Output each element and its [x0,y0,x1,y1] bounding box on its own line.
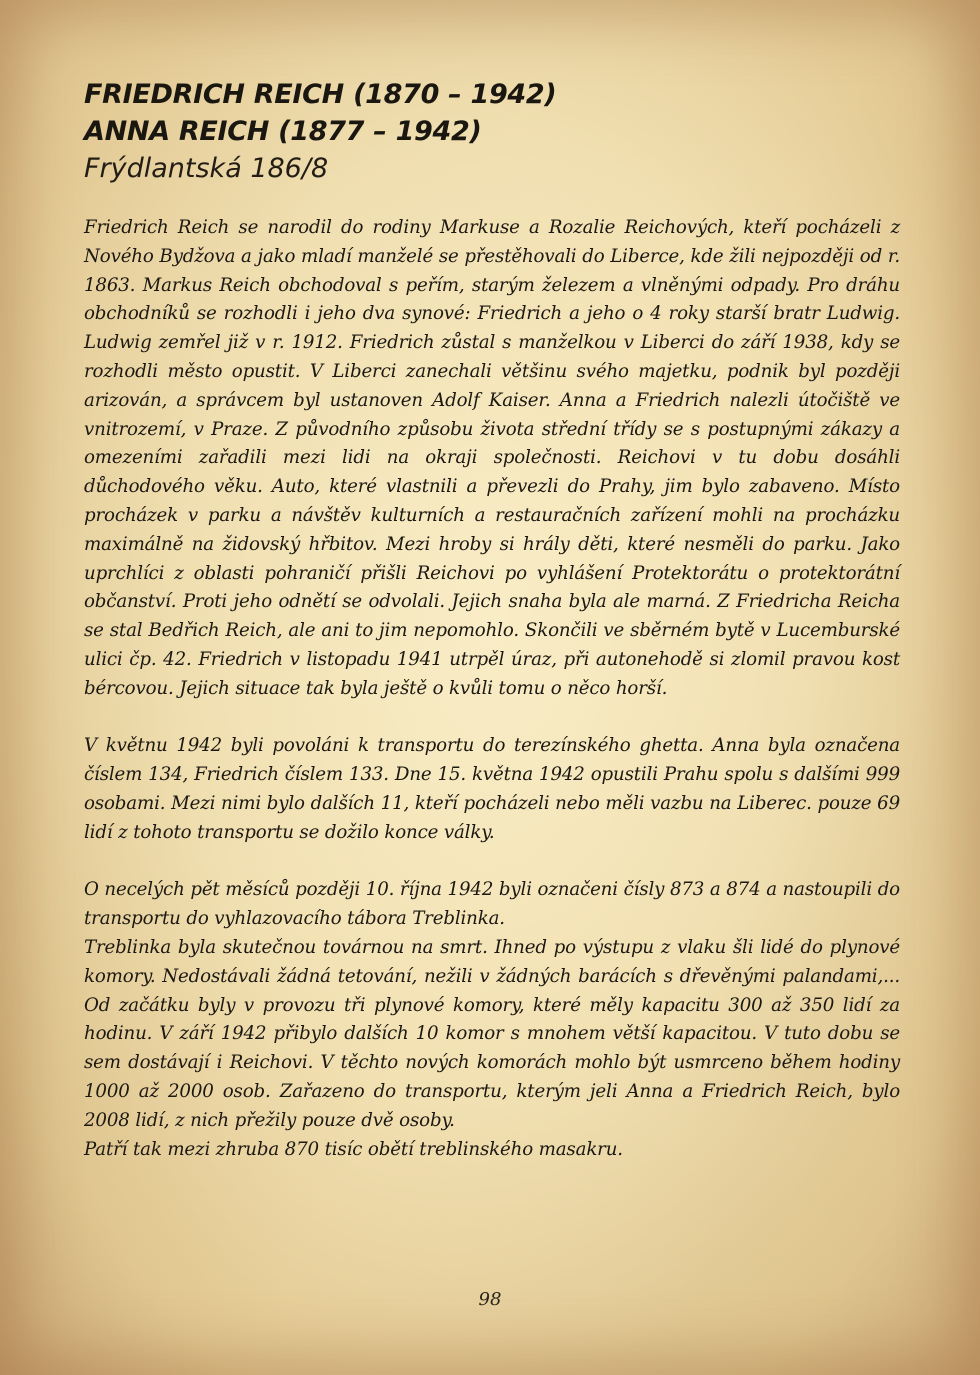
paragraph-terezin-transport: V květnu 1942 byli povoláni k transportu do terezínského ghetta. Anna byla označena číslem 134, Friedrich číslem 133. Dne 15. května 1942 opustili Prahu spolu s dalšími 999 osobami. Mezi nimi bylo dalších 11, kteří pocházeli nebo měli vazbu na Liberec. pouze 69 lidí z tohoto transportu se dožilo konce války. [84,735,900,843]
paragraph-biography: Friedrich Reich se narodil do rodiny Markuse a Rozalie Reichových, kteří pocházeli z Nového Bydžova a jako mladí manželé se přestěhovali do Liberce, kde žili nejpozději od r. 1863. Markus Reich obchodoval s peřím, starým železem a vlněnými odpady. Pro dráhu obchodníků se rozhodli i jeho dva synové: Friedrich a jeho o 4 roky starší bratr Ludwig. Ludwig zemřel již v r. 1912. Friedrich zůstal s manželkou v Liberci do září 1938, kdy se rozhodli město opustit. V Liberci zanechali většinu svého majetku, podnik byl později arizován, a správcem byl ustanoven Adolf Kaiser. Anna a Friedrich nalezli útočiště ve vnitrozemí, v Praze. Z původního způsobu života střední třídy se s postupnými zákazy a omezeními zařadili mezi lidi na okraji společnosti. Reichovi v tu dobu dosáhli důchodového věku. Auto, které vlastnili a převezli do Prahy, jim bylo zabaveno. Místo procházek v parku a návštěv kulturních a restauračních zařízení mohli na procházku maximálně na židovský hřbitov. Mezi hroby si hrály děti, které nesměli do parku. Jako uprchlíci z oblasti pohraničí přišli Reichovi po vyhlášení Protektorátu o protektorátní občanství. Proti jeho odnětí se odvolali. Jejich snaha byla ale marná. Z Friedricha Reicha se stal Bedřich Reich, ale ani to jim nepomohlo. Skončili ve sběrném bytě v Lucemburské ulici čp. 42. Friedrich v listopadu 1941 utrpěl úraz, při autonehodě si zlomil pravou kost bércovou. Jejich situace tak byla ještě o kvůli tomu o něco horší. [84,217,900,699]
title-friedrich-reich: FRIEDRICH REICH (1870 – 1942) [84,79,557,110]
address: Frýdlantská 186/8 [84,153,329,184]
page-number: 98 [478,1289,502,1310]
body-text [84,214,900,1164]
paragraph-treblinka-transport: O necelých pět měsíců později 10. října 1942 byli označeni čísly 873 a 874 a nastoupili do transportu do vyhlazovacího tábora Treblinka. [84,879,900,930]
paragraph-treblinka-description: Treblinka byla skutečnou továrnou na smrt. Ihned po výstupu z vlaku šli lidé do plynové komory. Nedostávali žádná tetování, nežili v žádných barácích s dřevěnými palandami,... Od začátku byly v provozu tři plynové komory, které měly kapacitu 300 až 350 lidí za hodinu. V září 1942 přibylo dalších 10 komor s mnohem větší kapacitou. V tuto dobu se sem dostávají i Reichovi. V těchto nových komorách mohlo být usmrceno během hodiny 1000 až 2000 osob. Zařazeno do transportu, kterým jeli Anna a Friedrich Reich, bylo 2008 lidí, z nich přežily pouze dvě osoby. [84,936,900,1131]
page-header [84,76,904,187]
paragraph-conclusion: Patří tak mezi zhruba 870 tisíc obětí treblinského masakru. [84,1138,623,1160]
title-anna-reich: ANNA REICH (1877 – 1942) [84,116,482,147]
